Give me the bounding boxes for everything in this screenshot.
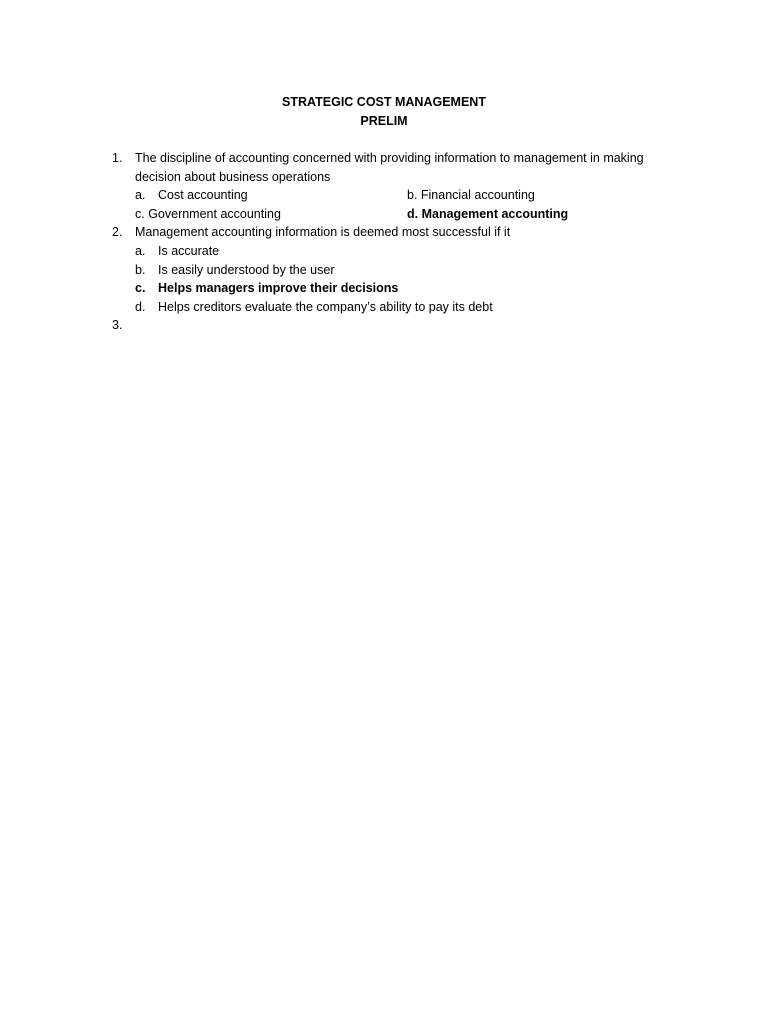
- option-letter: a.: [135, 243, 146, 258]
- question-number: 2.: [112, 225, 123, 240]
- question-3: [0, 316, 768, 335]
- list-item: [0, 298, 768, 317]
- option-letter: d.: [135, 299, 146, 314]
- question-text: Management accounting information is deemed most successful if it: [135, 225, 511, 240]
- option-d: Helps creditors evaluate the company’s ability to pay its debt: [158, 299, 493, 314]
- question-1-continued: [0, 168, 768, 187]
- question-text: decision about business operations: [135, 169, 331, 184]
- question-2: [0, 223, 768, 242]
- question-1: [0, 149, 768, 168]
- option-letter: b.: [135, 262, 146, 277]
- option-b: Is easily understood by the user: [158, 262, 335, 277]
- question-1-options-row-1: [0, 186, 768, 205]
- option-letter: a.: [135, 188, 146, 203]
- question-text: The discipline of accounting concerned with providing information to management in making: [135, 151, 644, 165]
- document-subtitle: PRELIM: [360, 113, 408, 128]
- question-1-options-row-2: [0, 205, 768, 224]
- document-title: STRATEGIC COST MANAGEMENT: [282, 95, 486, 109]
- option-a: Cost accounting: [158, 188, 248, 203]
- list-item: [0, 242, 768, 261]
- option-c-answer: Helps managers improve their decisions: [158, 281, 399, 296]
- question-number: 1.: [112, 151, 123, 165]
- option-c: c. Government accounting: [135, 206, 281, 221]
- option-b: b. Financial accounting: [407, 188, 535, 203]
- option-letter: c.: [135, 281, 146, 296]
- question-list: [0, 149, 768, 335]
- list-item: [0, 261, 768, 280]
- document-header: [0, 93, 768, 130]
- option-a: Is accurate: [158, 243, 220, 258]
- list-item: [0, 279, 768, 298]
- option-d-answer: d. Management accounting: [407, 206, 569, 221]
- question-number: 3.: [112, 318, 123, 333]
